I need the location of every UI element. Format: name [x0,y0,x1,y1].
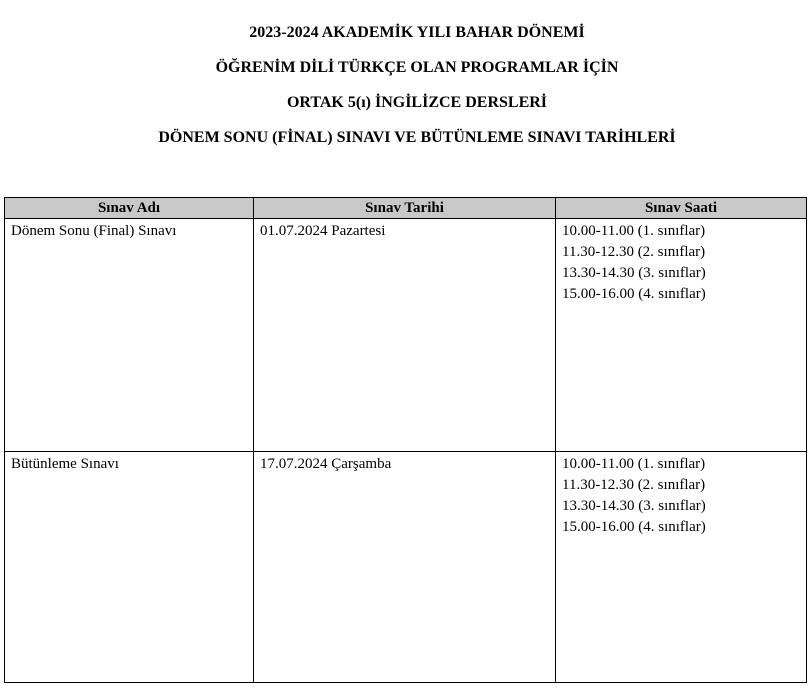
column-header-exam-time: Sınav Saati [556,198,807,219]
time-slot-2nd-year: 11.30-12.30 (2. sınıflar) [562,244,706,260]
time-slot-2nd-year: 11.30-12.30 (2. sınıflar) [562,477,706,493]
header-line-programs: ÖĞRENİM DİLİ TÜRKÇE OLAN PROGRAMLAR İÇİN [215,59,619,76]
table-header-row [5,198,807,219]
time-slot-1st-year: 10.00-11.00 (1. sınıflar) [562,223,706,239]
exam-time-cell [556,452,807,683]
exam-date-cell: 17.07.2024 Çarşamba [254,452,556,683]
time-slot-1st-year: 10.00-11.00 (1. sınıflar) [562,456,706,472]
exam-name-cell: Bütünleme Sınavı [5,452,254,683]
header-line-exam-dates: DÖNEM SONU (FİNAL) SINAVI VE BÜTÜNLEME SINAVI TARİHLERİ [158,129,676,146]
time-slot-3rd-year: 13.30-14.30 (3. sınıflar) [562,498,706,514]
time-slot-4th-year: 15.00-16.00 (4. sınıflar) [562,286,706,302]
column-header-exam-date: Sınav Tarihi [254,198,556,219]
table-row-makeup-exam [5,452,807,683]
table-row-final-exam [5,219,807,452]
exam-name-cell: Dönem Sonu (Final) Sınavı [5,219,254,452]
column-header-exam-name: Sınav Adı [5,198,254,219]
exam-schedule-table [4,197,807,683]
exam-time-cell [556,219,807,452]
exam-date-cell: 01.07.2024 Pazartesi [254,219,556,452]
time-slot-4th-year: 15.00-16.00 (4. sınıflar) [562,519,706,535]
header-line-courses: ORTAK 5(ı) İNGİLİZCE DERSLERİ [286,94,548,111]
time-slot-3rd-year: 13.30-14.30 (3. sınıflar) [562,265,706,281]
header-line-academic-year: 2023-2024 AKADEMİK YILI BAHAR DÖNEMİ [249,24,585,41]
